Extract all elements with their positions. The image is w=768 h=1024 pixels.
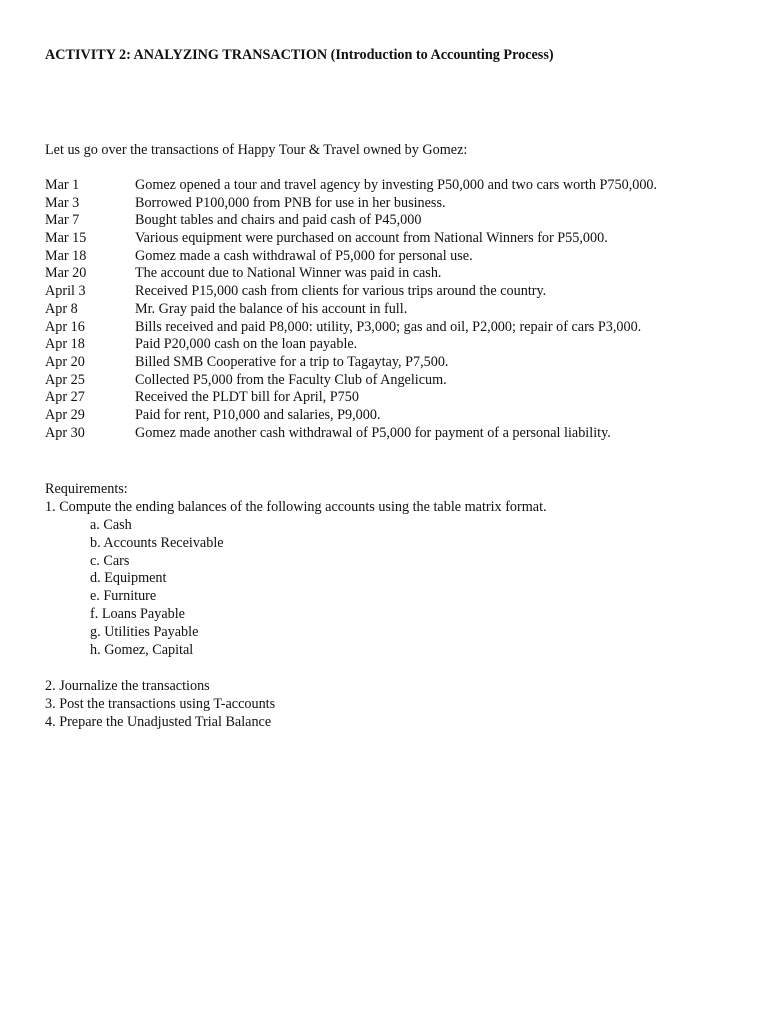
requirement-item-4: 4. Prepare the Unadjusted Trial Balance [45,713,272,730]
transaction-description: Borrowed P100,000 from PNB for use in her business. [135,194,446,211]
transaction-description: The account due to National Winner was paid in cash. [135,265,442,282]
transaction-row [45,425,657,443]
transaction-row [45,177,657,195]
account-item: a. Cash [90,516,132,533]
transaction-row [45,372,657,390]
transaction-row [45,336,657,354]
transaction-date: April 3 [45,283,86,300]
transaction-row [45,283,657,301]
transaction-date: Apr 29 [45,406,85,423]
requirements-heading: Requirements: [45,481,128,497]
transaction-description: Mr. Gray paid the balance of his account in full. [135,300,408,317]
transaction-date: Mar 7 [45,212,80,229]
spacer [45,660,547,678]
transaction-description: Billed SMB Cooperative for a trip to Tagaytay, P7,500. [135,353,449,370]
transaction-row [45,301,657,319]
requirement-item-1: 1. Compute the ending balances of the following accounts using the table matrix format. [45,498,547,515]
transaction-description: Gomez made a cash withdrawal of P5,000 for personal use. [135,247,473,264]
transaction-row [45,195,657,213]
account-item: h. Gomez, Capital [90,642,194,659]
requirement-item-2: 2. Journalize the transactions [45,677,210,694]
account-item: c. Cars [90,552,130,569]
transaction-date: Mar 20 [45,265,87,282]
transaction-list [45,177,657,442]
transaction-date: Apr 8 [45,300,78,317]
transaction-description: Bought tables and chairs and paid cash of P45,000 [135,212,422,229]
transaction-row [45,212,657,230]
transaction-description: Paid P20,000 cash on the loan payable. [135,336,358,353]
transaction-date: Apr 16 [45,318,85,335]
transaction-date: Mar 3 [45,194,80,211]
transaction-description: Received P15,000 cash from clients for various trips around the country. [135,283,547,300]
transaction-description: Bills received and paid P8,000: utility, P3,000; gas and oil, P2,000; repair of cars P3,000. [135,318,642,335]
transaction-row [45,354,657,372]
transaction-description: Gomez made another cash withdrawal of P5,000 for payment of a personal liability. [135,424,611,441]
transaction-date: Mar 15 [45,230,87,247]
activity-title: ACTIVITY 2: ANALYZING TRANSACTION (Introduction to Accounting Process) [45,47,554,63]
transaction-date: Apr 18 [45,336,85,353]
account-list [45,517,547,660]
requirement-item-3: 3. Post the transactions using T-accounts [45,695,276,712]
account-item: e. Furniture [90,588,157,605]
transaction-description: Gomez opened a tour and travel agency by investing P50,000 and two cars worth P750,000. [135,177,658,193]
account-item: g. Utilities Payable [90,624,199,641]
account-item: d. Equipment [90,570,167,587]
transaction-description: Various equipment were purchased on account from National Winners for P55,000. [135,230,608,247]
transaction-row [45,407,657,425]
transaction-date: Apr 20 [45,353,85,370]
transaction-date: Apr 30 [45,424,85,441]
account-item: f. Loans Payable [90,606,185,623]
transaction-date: Apr 27 [45,389,85,406]
transaction-description: Collected P5,000 from the Faculty Club of Angelicum. [135,371,447,388]
transaction-row [45,265,657,283]
transaction-description: Received the PLDT bill for April, P750 [135,389,359,406]
transaction-row [45,389,657,407]
transaction-date: Mar 1 [45,177,80,193]
intro-text: Let us go over the transactions of Happy Tour & Travel owned by Gomez: [45,142,468,158]
transaction-row [45,248,657,266]
transaction-row [45,319,657,337]
transaction-description: Paid for rent, P10,000 and salaries, P9,000. [135,406,381,423]
requirements-section [45,481,547,731]
transaction-row [45,230,657,248]
transaction-date: Apr 25 [45,371,85,388]
transaction-date: Mar 18 [45,247,87,264]
account-item: b. Accounts Receivable [90,534,224,551]
